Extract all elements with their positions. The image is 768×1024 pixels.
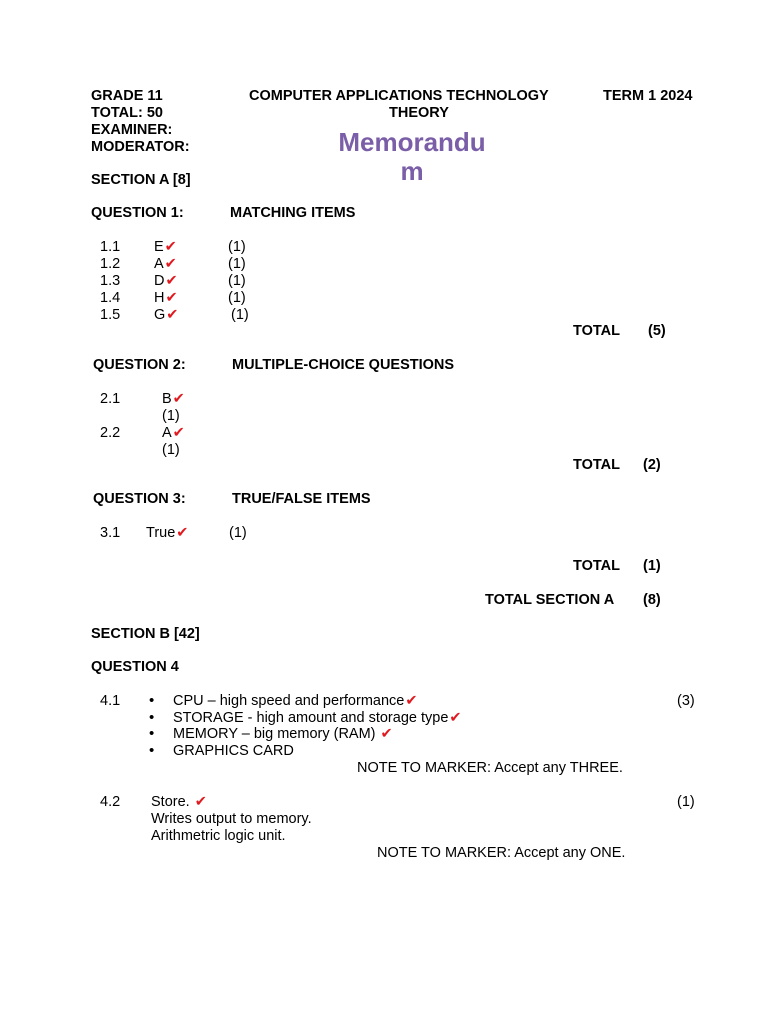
answer-text: Store.: [151, 794, 194, 810]
section-a-heading: SECTION A [8]: [91, 172, 191, 188]
q42-answer-line: Arithmetric logic unit.: [151, 828, 286, 844]
question-1-label: QUESTION 1:: [91, 205, 184, 221]
q41-mark: (3): [677, 693, 695, 709]
q3-total-value: (1): [643, 558, 661, 574]
memorandum-line-1: Memorandu: [338, 127, 486, 157]
section-b-heading: SECTION B [42]: [91, 626, 200, 642]
subject-title: COMPUTER APPLICATIONS TECHNOLOGY: [249, 88, 549, 104]
q1-answer-row: [100, 256, 246, 273]
moderator-label: MODERATOR:: [91, 139, 190, 155]
answer-mark: (1): [228, 290, 246, 306]
check-icon: ✔: [164, 256, 177, 272]
answer-letter: A: [162, 425, 172, 441]
question-3-title: TRUE/FALSE ITEMS: [232, 491, 371, 507]
q41-marker-note: NOTE TO MARKER: Accept any THREE.: [357, 760, 623, 776]
answer-mark: (1): [231, 307, 249, 323]
check-icon: ✔: [164, 239, 177, 255]
question-2-label: QUESTION 2:: [93, 357, 186, 373]
answer-mark: (1): [228, 273, 246, 289]
answer-number: 1.2: [100, 256, 121, 272]
q3-answer-number: 3.1: [100, 525, 121, 541]
memorandum-title: [327, 128, 497, 186]
q41-answer-list: [149, 693, 462, 759]
answer-number: 1.3: [100, 273, 121, 289]
check-icon: ✔: [405, 693, 418, 709]
q1-answer-row: [100, 273, 246, 290]
answer-number: 1.1: [100, 239, 121, 255]
check-icon: ✔: [172, 391, 185, 407]
list-item-text: STORAGE - high amount and storage type: [173, 709, 449, 726]
q1-answer-row: [100, 307, 249, 324]
answer-letter: A: [154, 256, 164, 272]
q42-answer-line: [151, 794, 207, 811]
check-icon: ✔: [165, 290, 178, 306]
list-item-text: CPU – high speed and performance: [173, 693, 405, 709]
q2-answer-number: 2.2: [100, 425, 121, 441]
check-icon: ✔: [165, 273, 178, 289]
list-item: [149, 726, 462, 743]
q41-number: 4.1: [100, 693, 121, 709]
check-icon: ✔: [176, 525, 189, 541]
answer-mark: (1): [228, 239, 246, 255]
q3-answer-mark: (1): [229, 525, 247, 541]
q42-answer-line: Writes output to memory.: [151, 811, 312, 827]
q1-total-label: TOTAL: [573, 323, 620, 339]
q2-answer-letter: [162, 425, 185, 442]
q2-answer-number: 2.1: [100, 391, 121, 407]
answer-letter: B: [162, 391, 172, 407]
total-section-a-value: (8): [643, 592, 661, 608]
answer-mark: (1): [228, 256, 246, 272]
q1-answer-row: [100, 290, 246, 307]
list-item-text: GRAPHICS CARD: [173, 742, 294, 759]
answer-number: 1.4: [100, 290, 121, 306]
examiner-label: EXAMINER:: [91, 122, 173, 138]
q42-number: 4.2: [100, 794, 121, 810]
list-item: [149, 743, 462, 760]
list-item: [149, 710, 462, 727]
question-2-title: MULTIPLE-CHOICE QUESTIONS: [232, 357, 455, 373]
q1-total-value: (5): [648, 323, 666, 339]
term-label: TERM 1 2024: [603, 88, 693, 104]
q3-answer-value: [146, 525, 188, 542]
check-icon: ✔: [380, 726, 393, 742]
answer-letter: E: [154, 239, 164, 255]
q2-answer-letter: [162, 391, 185, 408]
check-icon: ✔: [449, 709, 462, 726]
total-section-a-label: TOTAL SECTION A: [485, 592, 615, 608]
total-label: TOTAL: 50: [91, 105, 163, 121]
subject-subtitle: THEORY: [389, 105, 449, 121]
check-icon: ✔: [194, 794, 207, 810]
q2-answer-mark: (1): [162, 442, 180, 458]
q42-marker-note: NOTE TO MARKER: Accept any ONE.: [377, 845, 626, 861]
q2-total-label: TOTAL: [573, 457, 620, 473]
list-item-text: MEMORY – big memory (RAM): [173, 726, 380, 742]
check-icon: ✔: [172, 425, 185, 441]
grade-label: GRADE 11: [91, 88, 163, 104]
answer-letter: D: [154, 273, 165, 289]
q42-mark: (1): [677, 794, 695, 810]
list-item: [149, 693, 462, 710]
question-3-label: QUESTION 3:: [93, 491, 186, 507]
question-4-label: QUESTION 4: [91, 659, 179, 675]
q2-total-value: (2): [643, 457, 661, 473]
q3-total-label: TOTAL: [573, 558, 620, 574]
question-1-title: MATCHING ITEMS: [230, 205, 356, 221]
q1-answer-row: [100, 239, 246, 256]
answer-letter: H: [154, 290, 165, 306]
memorandum-line-2: m: [400, 156, 424, 186]
q2-answer-mark: (1): [162, 408, 180, 424]
check-icon: ✔: [166, 307, 179, 323]
answer-number: 1.5: [100, 307, 121, 323]
answer-text: True: [146, 525, 176, 541]
answer-letter: G: [154, 307, 166, 323]
